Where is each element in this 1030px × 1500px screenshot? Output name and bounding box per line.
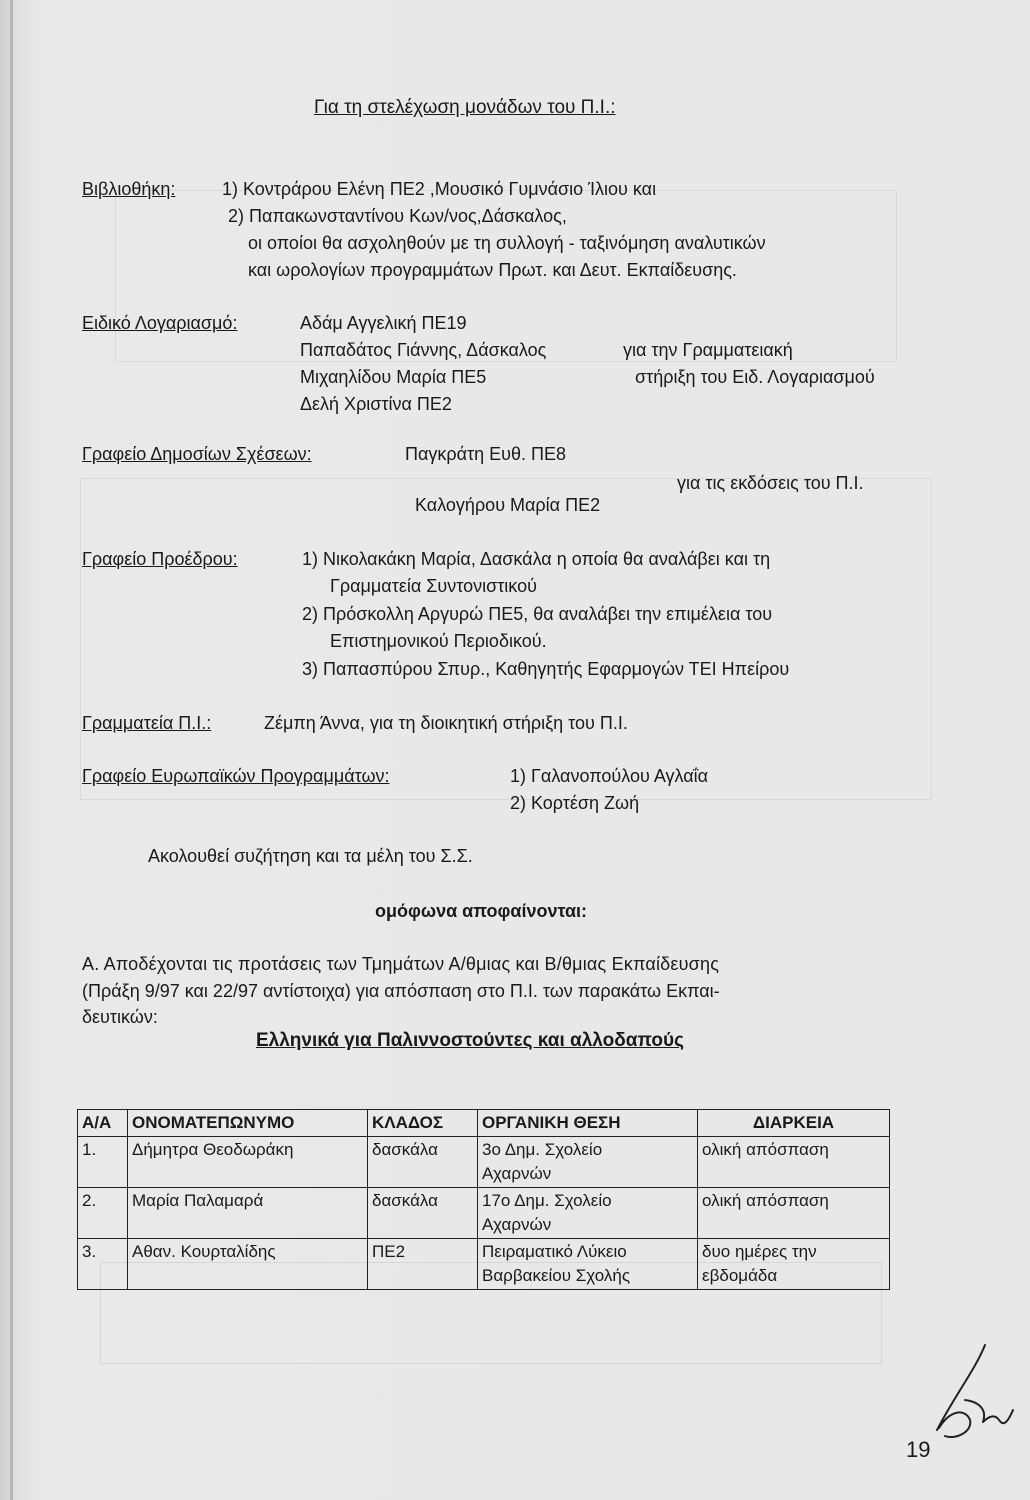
secondment-table [77, 1109, 890, 1290]
cell-name: Αθαν. Κουρταλίδης [128, 1239, 368, 1290]
cell-branch: δασκάλα [368, 1137, 478, 1188]
library-line: και ωρολογίων προγραμμάτων Πρωτ. και Δευτ. Εκπαίδευσης. [248, 260, 737, 280]
paragraph-a-line: (Πράξη 9/97 και 22/97 αντίστοιχα) για απόσπαση στο Π.Ι. των παρακάτω Εκπαι- [82, 981, 720, 1001]
library-line: 1) Κοντράρου Ελένη ΠΕ2 ,Μουσικό Γυμνάσιο Ίλιου και [222, 179, 657, 199]
cell-aa: 2. [78, 1188, 128, 1239]
cell-duration-line: δυο ημέρες την [702, 1242, 817, 1261]
table-header-row [78, 1110, 890, 1137]
page-title: Για τη στελέχωση μονάδων του Π.Ι.: [314, 97, 616, 118]
cell-position-line: Πειραματικό Λύκειο [482, 1242, 627, 1261]
eu-programs-line: 2) Κορτέση Ζωή [510, 793, 640, 813]
special-account-line: Δελή Χριστίνα ΠΕ2 [300, 394, 452, 414]
special-account-line: Αδάμ Αγγελική ΠΕ19 [300, 313, 467, 333]
special-account-label: Ειδικό Λογαριασμό: [82, 313, 238, 333]
header-name: ΟΝΟΜΑΤΕΠΩΝΥΜΟ [128, 1110, 368, 1137]
cell-duration-line: ολική απόσπαση [702, 1140, 829, 1159]
public-relations-label: Γραφείο Δημοσίων Σχέσεων: [82, 444, 312, 464]
special-account-note: στήριξη του Ειδ. Λογαριασμού [635, 367, 875, 387]
table-row [78, 1137, 890, 1188]
cell-name: Μαρία Παλαμαρά [128, 1188, 368, 1239]
table-row [78, 1239, 890, 1290]
cell-name: Δήμητρα Θεοδωράκη [128, 1137, 368, 1188]
page-edge [10, 0, 13, 1500]
section-title: Ελληνικά για Παλιννοστούντες και αλλοδαπούς [256, 1030, 684, 1051]
cell-position-line: 3ο Δημ. Σχολείο [482, 1140, 603, 1159]
header-position: ΟΡΓΑΝΙΚΗ ΘΕΣΗ [478, 1110, 698, 1137]
special-account-line: Μιχαηλίδου Μαρία ΠΕ5 [300, 367, 487, 387]
table-row [78, 1188, 890, 1239]
library-line: οι οποίοι θα ασχοληθούν με τη συλλογή - ταξινόμηση αναλυτικών [248, 233, 766, 253]
cell-branch: ΠΕ2 [368, 1239, 478, 1290]
cell-duration [698, 1137, 890, 1188]
public-relations-note: για τις εκδόσεις του Π.Ι. [677, 473, 864, 493]
president-office-line: 2) Πρόσκολλη Αργυρώ ΠΕ5, θα αναλάβει την επιμέλεια του [302, 604, 773, 624]
cell-position-line: 17ο Δημ. Σχολείο [482, 1191, 612, 1210]
page-number: 19 [906, 1437, 931, 1462]
special-account-line: Παπαδάτος Γιάννης, Δάσκαλος [300, 340, 547, 360]
secretariat-label: Γραμματεία Π.Ι.: [82, 713, 212, 733]
eu-programs-line: 1) Γαλανοπούλου Αγλαΐα [510, 766, 709, 786]
cell-position [478, 1239, 698, 1290]
president-office-label: Γραφείο Προέδρου: [82, 549, 238, 569]
header-branch: ΚΛΑΔΟΣ [368, 1110, 478, 1137]
cell-duration-line: εβδομάδα [702, 1266, 778, 1285]
decision-text: ομόφωνα αποφαίνονται: [375, 901, 588, 921]
secretariat-text: Ζέμπη Άννα, για τη διοικητική στήριξη του Π.Ι. [264, 713, 628, 733]
header-duration: ΔΙΑΡΚΕΙΑ [698, 1110, 890, 1137]
cell-position-line: Αχαρνών [482, 1164, 552, 1183]
cell-position [478, 1137, 698, 1188]
public-relations-line: Παγκράτη Ευθ. ΠΕ8 [405, 444, 567, 464]
cell-duration-line: ολική απόσπαση [702, 1191, 829, 1210]
public-relations-line: Καλογήρου Μαρία ΠΕ2 [415, 495, 601, 515]
special-account-note: για την Γραμματειακή [623, 340, 793, 360]
president-office-line: 1) Νικολακάκη Μαρία, Δασκάλα η οποία θα αναλάβει και τη [302, 549, 771, 569]
president-office-line: Επιστημονικού Περιοδικού. [330, 631, 547, 651]
paragraph-a-line: Α. Αποδέχονται τις προτάσεις των Τμημάτων Α/θμιας και Β/θμιας Εκπαίδευσης [82, 954, 720, 974]
cell-duration [698, 1188, 890, 1239]
president-office-line: Γραμματεία Συντονιστικού [330, 576, 537, 596]
library-label: Βιβλιοθήκη: [82, 179, 176, 199]
library-line: 2) Παπακωνσταντίνου Κων/νος,Δάσκαλος, [228, 206, 567, 226]
president-office-line: 3) Παπασπύρου Σπυρ., Καθηγητής Εφαρμογών ΤΕΙ Ηπείρου [302, 659, 790, 679]
signature-icon [925, 1340, 1020, 1450]
cell-position-line: Αχαρνών [482, 1215, 552, 1234]
cell-position [478, 1188, 698, 1239]
cell-position-line: Βαρβακείου Σχολής [482, 1266, 631, 1285]
cell-aa: 1. [78, 1137, 128, 1188]
cell-duration [698, 1239, 890, 1290]
eu-programs-label: Γραφείο Ευρωπαϊκών Προγραμμάτων: [82, 766, 390, 786]
cell-aa: 3. [78, 1239, 128, 1290]
discussion-text: Ακολουθεί συζήτηση και τα μέλη του Σ.Σ. [148, 846, 473, 866]
cell-branch: δασκάλα [368, 1188, 478, 1239]
header-aa: Α/Α [78, 1110, 128, 1137]
paragraph-a-line: δευτικών: [82, 1007, 158, 1027]
